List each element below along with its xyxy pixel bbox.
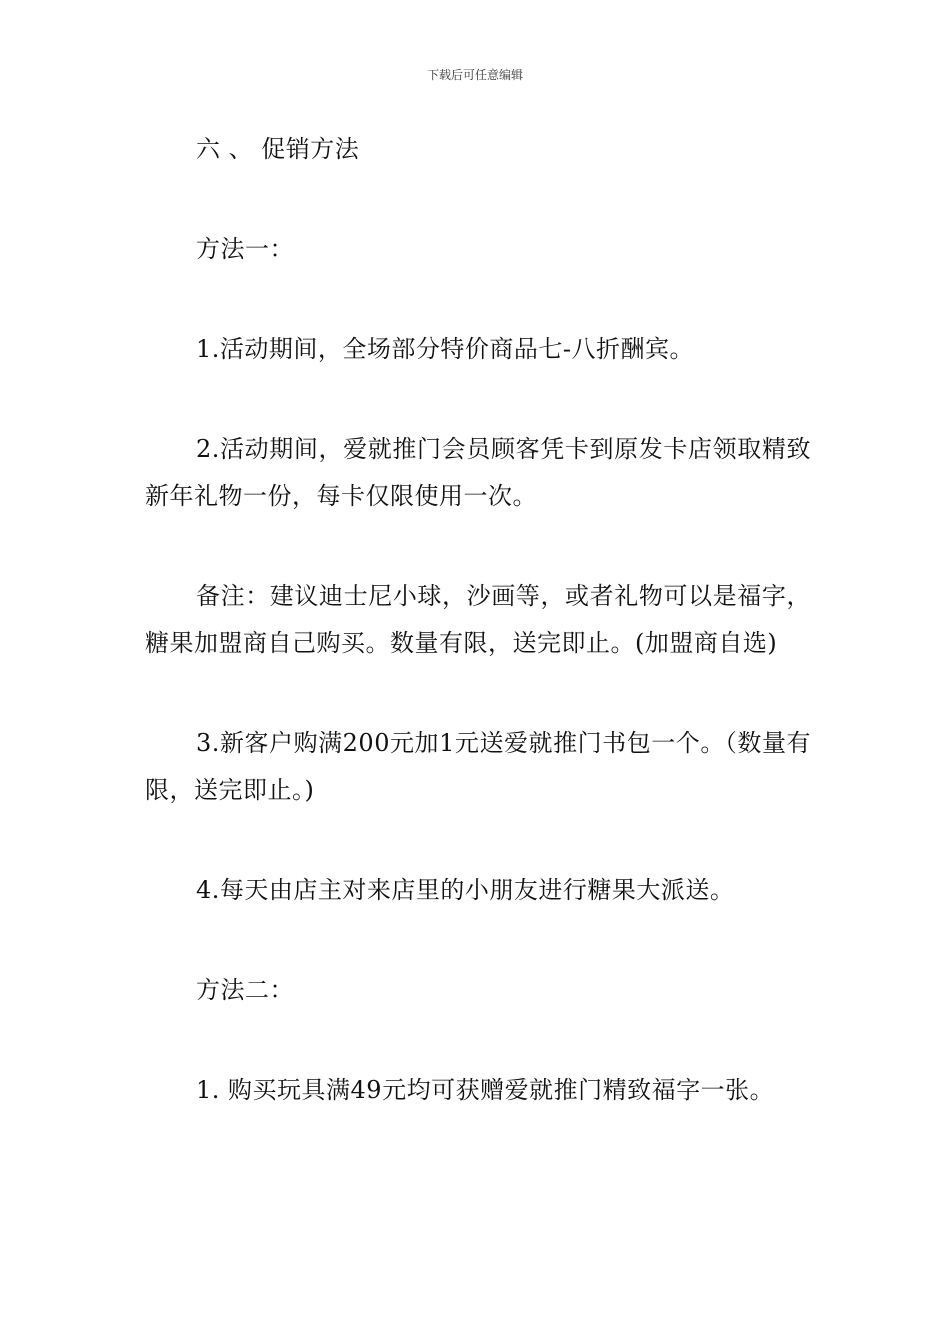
method-one-item-1: 1.活动期间，全场部分特价商品七-八折酬宾。 xyxy=(196,335,695,363)
method-one-item-4: 4.每天由店主对来店里的小朋友进行糖果大派送。 xyxy=(196,876,735,904)
method-two-heading: 方法二： xyxy=(196,976,294,1004)
method-one-heading: 方法一： xyxy=(196,235,294,263)
remark-paragraph: 备注：建议迪士尼小球，沙画等，或者礼物可以是福字，糖果加盟商自己购买。数量有限，送完即止。(加盟商自选) xyxy=(145,582,811,657)
method-one-item-3: 3.新客户购满200元加1元送爱就推门书包一个。（数量有限，送完即止。) xyxy=(145,729,811,804)
header-note: 下载后可任意编辑 xyxy=(426,68,523,82)
section-heading: 六 、 促销方法 xyxy=(196,135,360,163)
document-body xyxy=(145,126,811,1166)
method-two-item-1: 1. 购买玩具满49元均可获赠爱就推门精致福字一张。 xyxy=(196,1076,775,1104)
method-one-item-2: 2.活动期间，爱就推门会员顾客凭卡到原发卡店领取精致新年礼物一份，每卡仅限使用一次。 xyxy=(145,435,811,510)
